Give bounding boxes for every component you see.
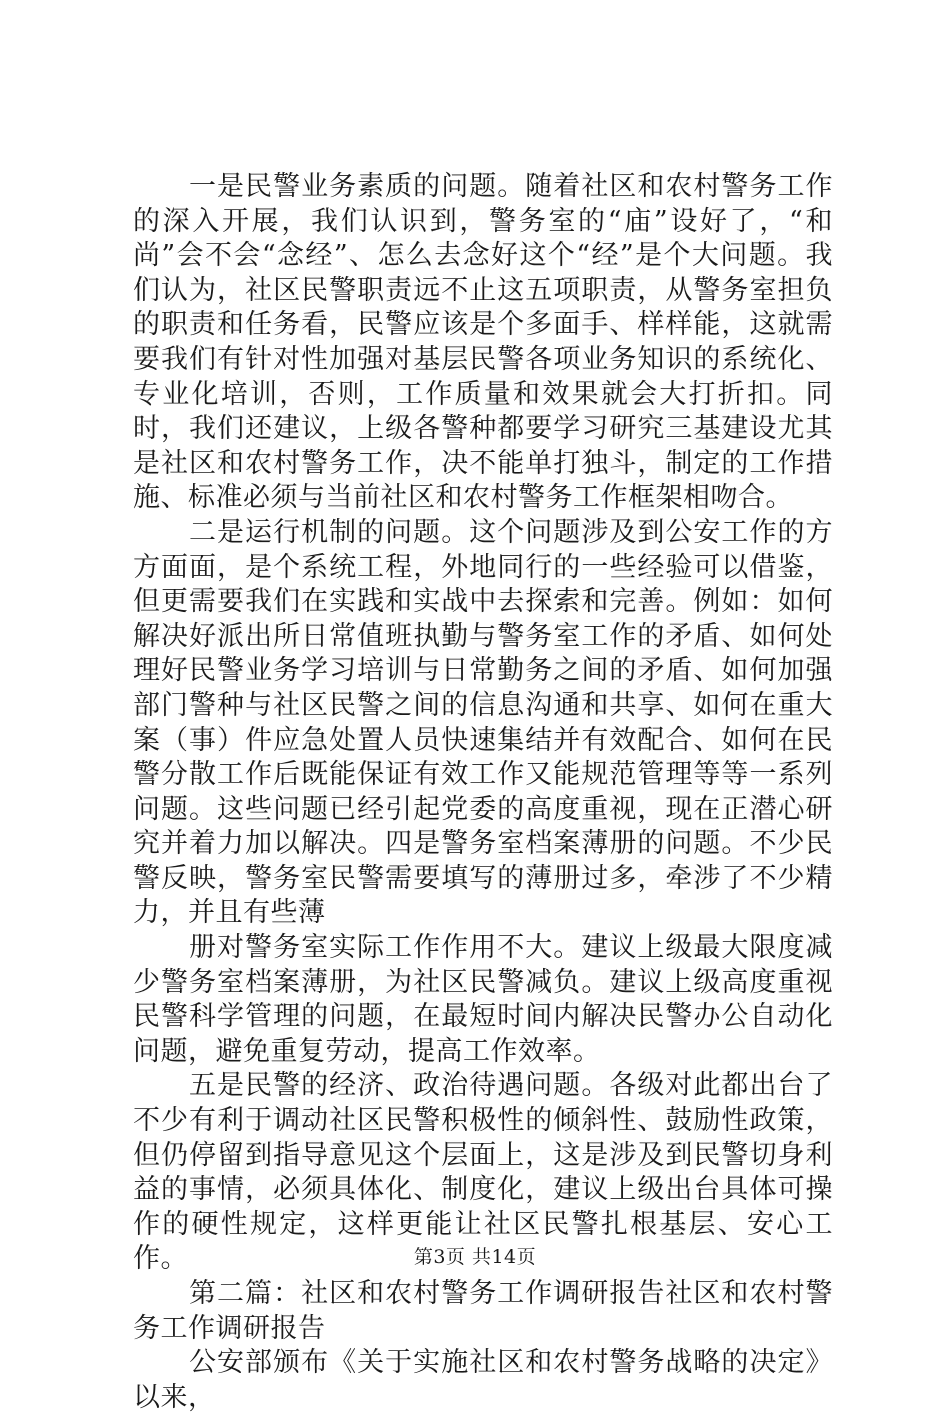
document-body (133, 170, 833, 1415)
paragraph-police-quality: 一是民警业务素质的问题。随着社区和农村警务工作的深入开展，我们认识到，警务室的“庙”设好了，“和尚”会不会“念经”、怎么去念好这个“经”是个大问题。我们认为，社区民警职责远不止这五项职责，从警务室担负的职责和任务看，民警应该是个多面手、样样能，这就需要我们有针对性加强对基层民警各项业务知识的系统化、专业化培训，否则，工作质量和效果就会大打折扣。同时，我们还建议，上级各警种都要学习研究三基建设尤其是社区和农村警务工作，决不能单打独斗，制定的工作措施、标准必须与当前社区和农村警务工作框架相吻合。 (133, 171, 833, 514)
section-heading: 第二篇：社区和农村警务工作调研报告社区和农村警务工作调研报告 (133, 1278, 833, 1344)
paragraph-economic-political-treatment: 五是民警的经济、政治待遇问题。各级对此都出台了不少有利于调动社区民警积极性的倾斜性、鼓励性政策，但仍停留到指导意见这个层面上，这是涉及到民警切身利益的事情，必须具体化、制度化，建议上级出台具体可操作的硬性规定，这样更能让社区民警扎根基层、安心工作。 (133, 1070, 833, 1275)
paragraph-operating-mechanism: 二是运行机制的问题。这个问题涉及到公安工作的方方面面，是个系统工程，外地同行的一些经验可以借鉴，但更需要我们在实践和实战中去探索和完善。例如：如何解决好派出所日常值班执勤与警务室工作的矛盾、如何处理好民警业务学习培训与日常勤务之间的矛盾、如何加强部门警种与社区民警之间的信息沟通和共享、如何在重大案（事）件应急处置人员快速集结并有效配合、如何在民警分散工作后既能保证有效工作又能规范管理等等一系列问题。这些问题已经引起党委的高度重视，现在正潜心研究并着力加以解决。四是警务室档案薄册的问题。不少民警反映，警务室民警需要填写的薄册过多，牵涉了不少精力，并且有些薄 (133, 516, 833, 929)
paragraph-archive-registers: 册对警务室实际工作作用不大。建议上级最大限度减少警务室档案薄册，为社区民警减负。建议上级高度重视民警科学管理的问题，在最短时间内解决民警办公自动化问题，避免重复劳动，提高工作效率。 (133, 932, 833, 1067)
paragraph-closing: 公安部颁布《关于实施社区和农村警务战略的决定》以来， (133, 1347, 833, 1413)
page-number-footer: 第3页 共14页 (413, 1246, 537, 1268)
